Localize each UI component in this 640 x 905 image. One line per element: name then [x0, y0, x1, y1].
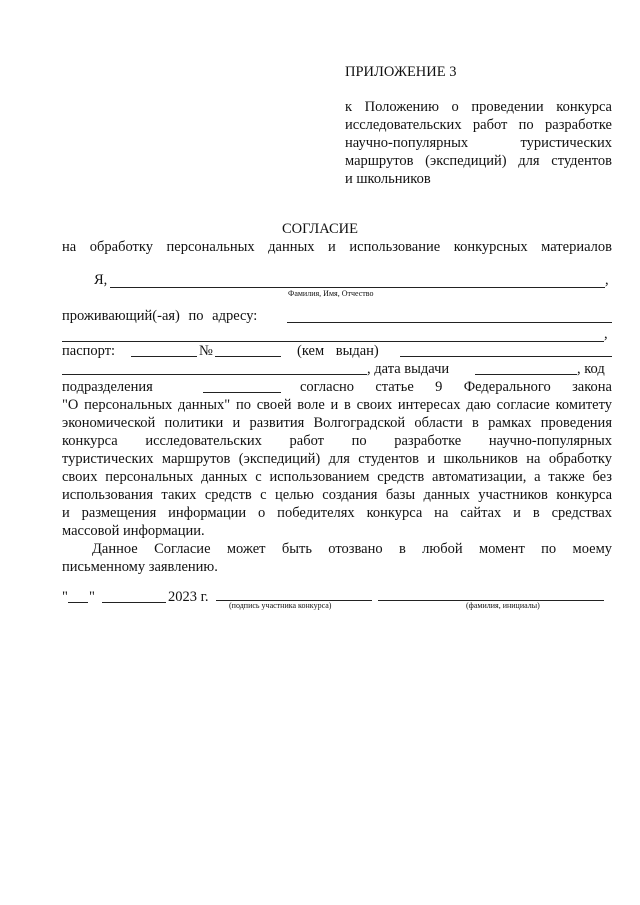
code-label: , код	[577, 361, 605, 377]
body-line-5: своих персональных данных с использованием средств автоматизации, а также без	[62, 469, 612, 485]
body-line-6: использования таких средств с целью создания базы данных участников конкурса	[62, 487, 612, 503]
issue-date-label: , дата выдачи	[367, 361, 450, 377]
appendix-ref-text: маршрутов (экспедиций) для студентов	[345, 153, 612, 169]
appendix-ref-text: научно-популярных туристических	[345, 135, 612, 151]
appendix-title: ПРИЛОЖЕНИЕ 3	[345, 64, 457, 80]
date-day-line[interactable]	[68, 602, 88, 603]
appendix-ref-text: к Положению о проведении конкурса	[345, 99, 612, 115]
passport-label: паспорт:	[62, 343, 116, 359]
number-sign: №	[199, 343, 213, 359]
subdivision-label: подразделения	[62, 379, 153, 395]
appendix-ref-line-2	[345, 116, 612, 134]
date-month-line[interactable]	[102, 602, 166, 603]
issued-label: (кем выдан)	[297, 343, 379, 359]
appendix-ref-line-3	[345, 134, 612, 152]
document-title: СОГЛАСИЕ	[281, 221, 359, 237]
appendix-ref-line-1	[345, 98, 612, 116]
address-label: проживающий(-ая) по адресу:	[62, 308, 258, 324]
body-line-8: массовой информации.	[62, 523, 205, 539]
appendix-ref-line-5: и школьников	[345, 171, 431, 187]
revocation-line-1: Данное Согласие может быть отозвано в любой момент по моему	[92, 541, 612, 557]
issue-date-line[interactable]	[475, 374, 577, 375]
name-initials-caption: (фамилия, инициалы)	[466, 601, 540, 610]
issued-by-line-1[interactable]	[400, 356, 612, 357]
issued-by-line-2[interactable]	[62, 374, 367, 375]
name-field-line[interactable]	[110, 287, 605, 288]
body-line-4: туристических маршрутов (экспедиций) для студентов и школьников на обработку	[62, 451, 612, 467]
year-text: 2023 г.	[168, 589, 209, 605]
name-comma: ,	[605, 272, 609, 288]
passport-number-line[interactable]	[215, 356, 281, 357]
name-caption: Фамилия, Имя, Отчество	[288, 289, 374, 298]
date-quote-close: "	[89, 589, 95, 605]
body-line-2: экономической политики и развития Волгоградской области в рамках проведения	[62, 415, 612, 431]
appendix-ref-text: исследовательских работ по разработке	[345, 117, 612, 133]
revocation-line-2: письменному заявлению.	[62, 559, 218, 575]
body-line-1: "О персональных данных" по своей воле и в своих интересах даю согласие комитету	[62, 397, 612, 413]
subdivision-code-line[interactable]	[203, 392, 281, 393]
address-comma: ,	[604, 326, 608, 342]
body-line-3: конкурса исследовательских работ по разработке научно-популярных	[62, 433, 612, 449]
according-text: согласно статье 9 Федерального закона	[300, 379, 612, 395]
date-quote-open: "	[62, 589, 68, 605]
passport-series-line[interactable]	[131, 356, 197, 357]
appendix-ref-line-4	[345, 152, 612, 170]
body-line-7: и размещения информации о победителях конкурса на сайтах и в средствах	[62, 505, 612, 521]
address-field-line-1[interactable]	[287, 322, 612, 323]
ya-label: Я,	[94, 272, 108, 288]
signature-caption: (подпись участника конкурса)	[229, 601, 332, 610]
document-subtitle: на обработку персональных данных и использование конкурсных материалов	[62, 239, 612, 255]
